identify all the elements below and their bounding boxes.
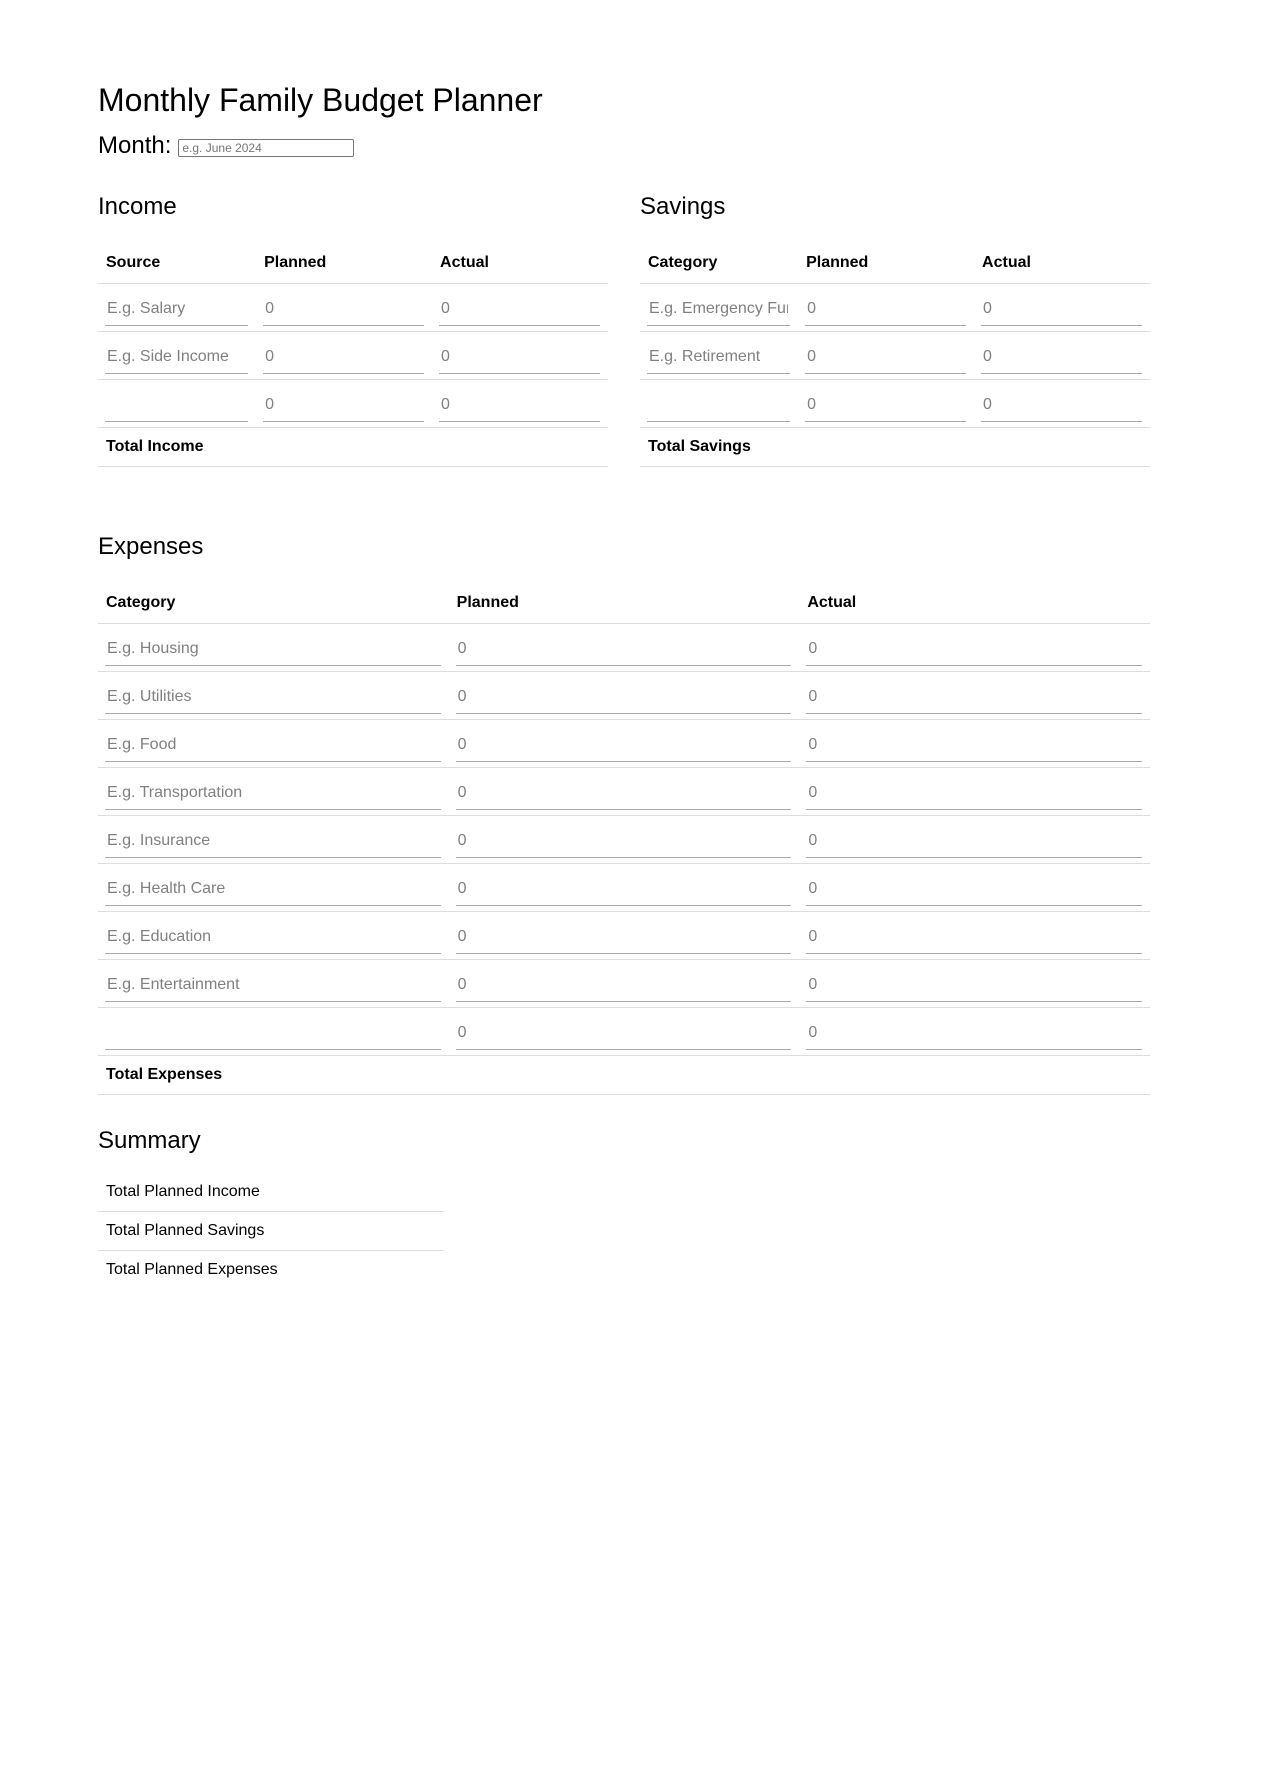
month-label: Month: [98, 132, 172, 159]
expense-planned-input[interactable] [456, 682, 792, 714]
income-source-input[interactable] [105, 342, 248, 374]
income-actual-input[interactable] [439, 342, 600, 374]
month-input[interactable] [178, 139, 354, 157]
expense-actual-input[interactable] [806, 922, 1142, 954]
expenses-row [98, 1008, 1150, 1056]
expenses-col-category: Category [98, 583, 449, 624]
savings-planned-input[interactable] [805, 342, 966, 374]
summary-row [98, 1251, 443, 1290]
expense-category-input[interactable] [105, 730, 441, 762]
income-planned-input[interactable] [263, 390, 424, 422]
summary-table [98, 1173, 443, 1289]
savings-actual-input[interactable] [981, 294, 1142, 326]
summary-section [98, 1127, 1150, 1289]
month-row [98, 131, 1150, 161]
savings-planned-input[interactable] [805, 294, 966, 326]
expenses-row [98, 864, 1150, 912]
budget-planner-page [98, 78, 1150, 1289]
expenses-title: Expenses [98, 533, 204, 560]
savings-title: Savings [640, 193, 726, 220]
income-col-planned: Planned [256, 243, 432, 284]
income-total-label: Total Income [98, 428, 256, 467]
expense-category-input[interactable] [105, 826, 441, 858]
expense-actual-input[interactable] [806, 874, 1142, 906]
expense-category-input[interactable] [105, 634, 441, 666]
savings-col-category: Category [640, 243, 798, 284]
income-col-source: Source [98, 243, 256, 284]
income-planned-input[interactable] [263, 342, 424, 374]
savings-header-row [640, 243, 1150, 284]
expense-category-input[interactable] [105, 874, 441, 906]
expenses-row [98, 672, 1150, 720]
expense-actual-input[interactable] [806, 682, 1142, 714]
savings-col-actual: Actual [974, 243, 1150, 284]
income-header-row [98, 243, 608, 284]
expense-planned-input[interactable] [456, 970, 792, 1002]
income-table [98, 243, 608, 467]
expense-planned-input[interactable] [456, 1018, 792, 1050]
income-col-actual: Actual [432, 243, 608, 284]
savings-category-input[interactable] [647, 294, 790, 326]
savings-row [640, 332, 1150, 380]
expenses-table [98, 583, 1150, 1095]
savings-category-input[interactable] [647, 342, 790, 374]
expense-actual-input[interactable] [806, 730, 1142, 762]
expense-planned-input[interactable] [456, 874, 792, 906]
expense-category-input[interactable] [105, 778, 441, 810]
expenses-total-row [98, 1056, 1150, 1095]
income-planned-input[interactable] [263, 294, 424, 326]
expense-category-input[interactable] [105, 682, 441, 714]
expenses-row [98, 960, 1150, 1008]
page-title: Monthly Family Budget Planner [98, 82, 543, 118]
expenses-row [98, 624, 1150, 672]
summary-row [98, 1212, 443, 1251]
expense-planned-input[interactable] [456, 922, 792, 954]
expenses-total-label: Total Expenses [98, 1056, 449, 1095]
income-actual-input[interactable] [439, 294, 600, 326]
expenses-row [98, 912, 1150, 960]
expenses-col-planned: Planned [449, 583, 800, 624]
savings-col-planned: Planned [798, 243, 974, 284]
expense-planned-input[interactable] [456, 778, 792, 810]
savings-table [640, 243, 1150, 467]
income-savings-row [98, 193, 1150, 467]
income-actual-input[interactable] [439, 390, 600, 422]
income-row [98, 380, 608, 428]
expense-actual-input[interactable] [806, 1018, 1142, 1050]
income-section [98, 193, 608, 467]
expenses-row [98, 816, 1150, 864]
savings-category-input[interactable] [647, 390, 790, 422]
expenses-total-planned [449, 1056, 800, 1095]
expense-planned-input[interactable] [456, 634, 792, 666]
expenses-header-row [98, 583, 1150, 624]
savings-row [640, 380, 1150, 428]
savings-total-actual [974, 428, 1150, 467]
income-title: Income [98, 193, 177, 220]
expense-actual-input[interactable] [806, 778, 1142, 810]
income-row [98, 284, 608, 332]
expense-category-input[interactable] [105, 922, 441, 954]
expenses-total-actual [799, 1056, 1150, 1095]
savings-total-planned [798, 428, 974, 467]
summary-total-planned-expenses: Total Planned Expenses [106, 1261, 278, 1278]
summary-total-planned-savings: Total Planned Savings [98, 1212, 443, 1251]
income-total-planned [256, 428, 432, 467]
income-total-row [98, 428, 608, 467]
expense-category-input[interactable] [105, 970, 441, 1002]
savings-total-row [640, 428, 1150, 467]
summary-row [98, 1173, 443, 1212]
savings-total-label: Total Savings [640, 428, 798, 467]
expenses-row [98, 768, 1150, 816]
expense-actual-input[interactable] [806, 634, 1142, 666]
savings-actual-input[interactable] [981, 342, 1142, 374]
savings-section [640, 193, 1150, 467]
summary-title: Summary [98, 1127, 201, 1154]
income-source-input[interactable] [105, 390, 248, 422]
expenses-section [98, 533, 1150, 1095]
savings-planned-input[interactable] [805, 390, 966, 422]
income-total-actual [432, 428, 608, 467]
expense-category-input[interactable] [105, 1018, 441, 1050]
summary-total-planned-income: Total Planned Income [98, 1173, 443, 1212]
expense-actual-input[interactable] [806, 970, 1142, 1002]
expenses-row [98, 720, 1150, 768]
income-source-input[interactable] [105, 294, 248, 326]
expense-planned-input[interactable] [456, 730, 792, 762]
savings-row [640, 284, 1150, 332]
expense-actual-input[interactable] [806, 826, 1142, 858]
income-row [98, 332, 608, 380]
savings-actual-input[interactable] [981, 390, 1142, 422]
expenses-col-actual: Actual [799, 583, 1150, 624]
expense-planned-input[interactable] [456, 826, 792, 858]
